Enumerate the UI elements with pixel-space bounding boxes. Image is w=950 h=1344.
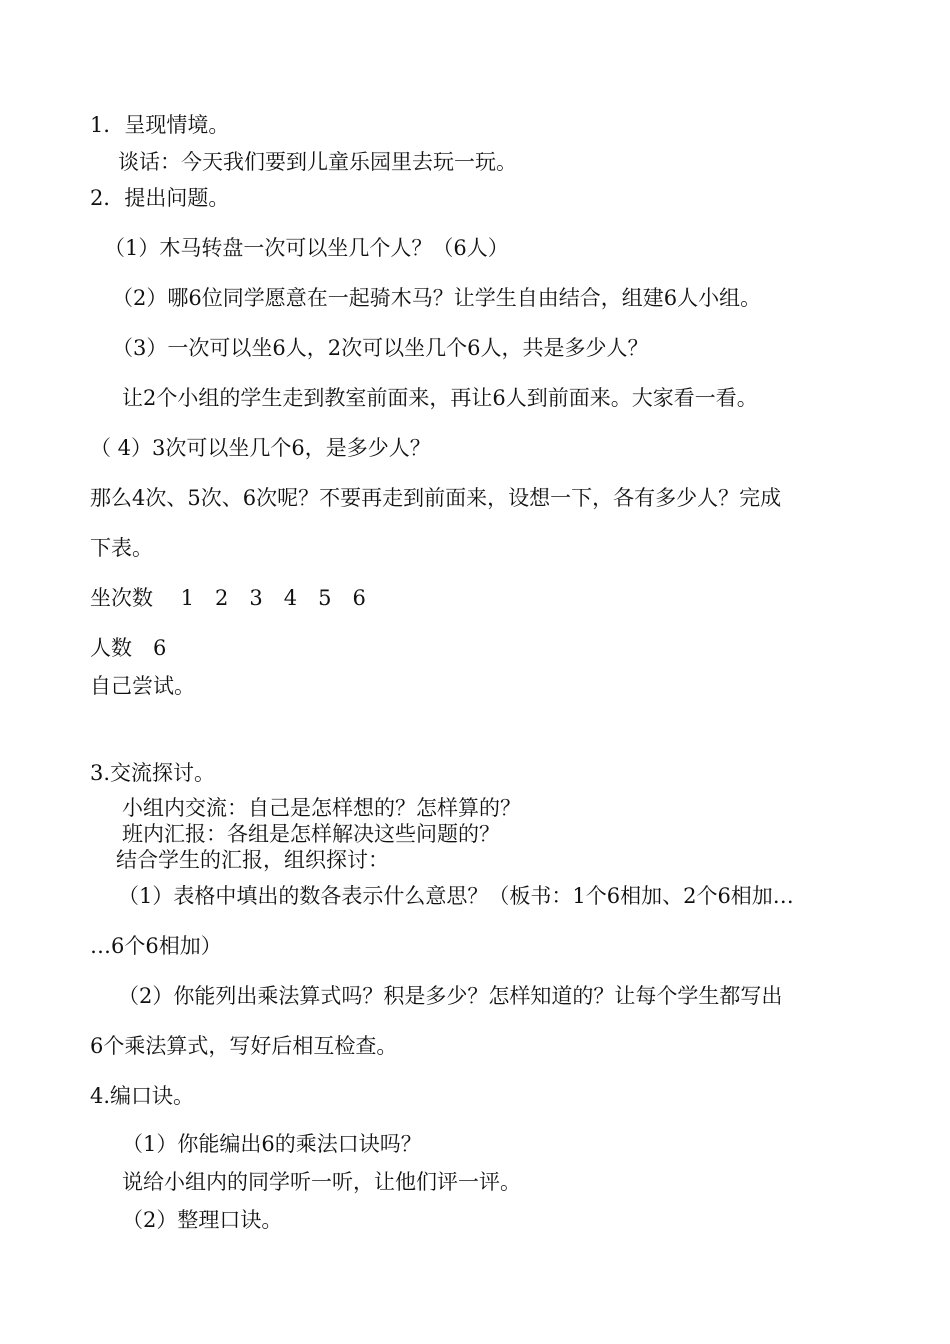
discussion-question-1-cont: …6个6相加） — [90, 934, 222, 958]
section-2-heading: 2．提出问题。 — [90, 186, 230, 210]
question-2: （2）哪6位同学愿意在一起骑木马？让学生自由结合，组建6人小组。 — [112, 286, 762, 310]
section-4-heading: 4.编口诀。 — [90, 1084, 195, 1108]
question-4: （ 4）3次可以坐几个6，是多少人？ — [90, 436, 431, 460]
discussion-question-1: （1）表格中填出的数各表示什么意思？（板书：1个6相加、2个6相加… — [118, 884, 794, 908]
discussion-line: 结合学生的汇报，组织探讨： — [116, 848, 389, 872]
group-exchange-line: 小组内交流：自己是怎样想的？怎样算的？ — [122, 796, 521, 820]
discussion-question-2-cont: 6个乘法算式，写好后相互检查。 — [90, 1034, 398, 1058]
discussion-question-2: （2）你能列出乘法算式吗？积是多少？怎样知道的？让每个学生都写出 — [118, 984, 783, 1008]
section-1-heading: 1．呈现情境。 — [90, 113, 230, 137]
rhyme-instruction: 说给小组内的同学听一听，让他们评一评。 — [122, 1170, 521, 1194]
section-3-heading: 3.交流探讨。 — [90, 761, 216, 785]
self-try-line: 自己尝试。 — [90, 674, 195, 698]
rhyme-question-1: （1）你能编出6的乘法口诀吗？ — [122, 1132, 422, 1156]
question-1: （1）木马转盘一次可以坐几个人？（6人） — [104, 236, 509, 260]
table-row-people: 人数 6 — [90, 636, 167, 660]
paragraph-line-2: 下表。 — [90, 536, 153, 560]
table-row-seat-count: 坐次数 1 2 3 4 5 6 — [90, 586, 366, 610]
paragraph-line-1: 那么4次、5次、6次呢？不要再走到前面来，设想一下，各有多少人？完成 — [90, 486, 782, 510]
class-report-line: 班内汇报：各组是怎样解决这些问题的？ — [122, 822, 500, 846]
question-3: （3）一次可以坐6人，2次可以坐几个6人，共是多少人？ — [112, 336, 649, 360]
rhyme-question-2: （2）整理口诀。 — [122, 1208, 283, 1232]
dialogue-line: 谈话：今天我们要到儿童乐园里去玩一玩。 — [118, 150, 517, 174]
instruction-line: 让2个小组的学生走到教室前面来，再让6人到前面来。大家看一看。 — [122, 386, 758, 410]
